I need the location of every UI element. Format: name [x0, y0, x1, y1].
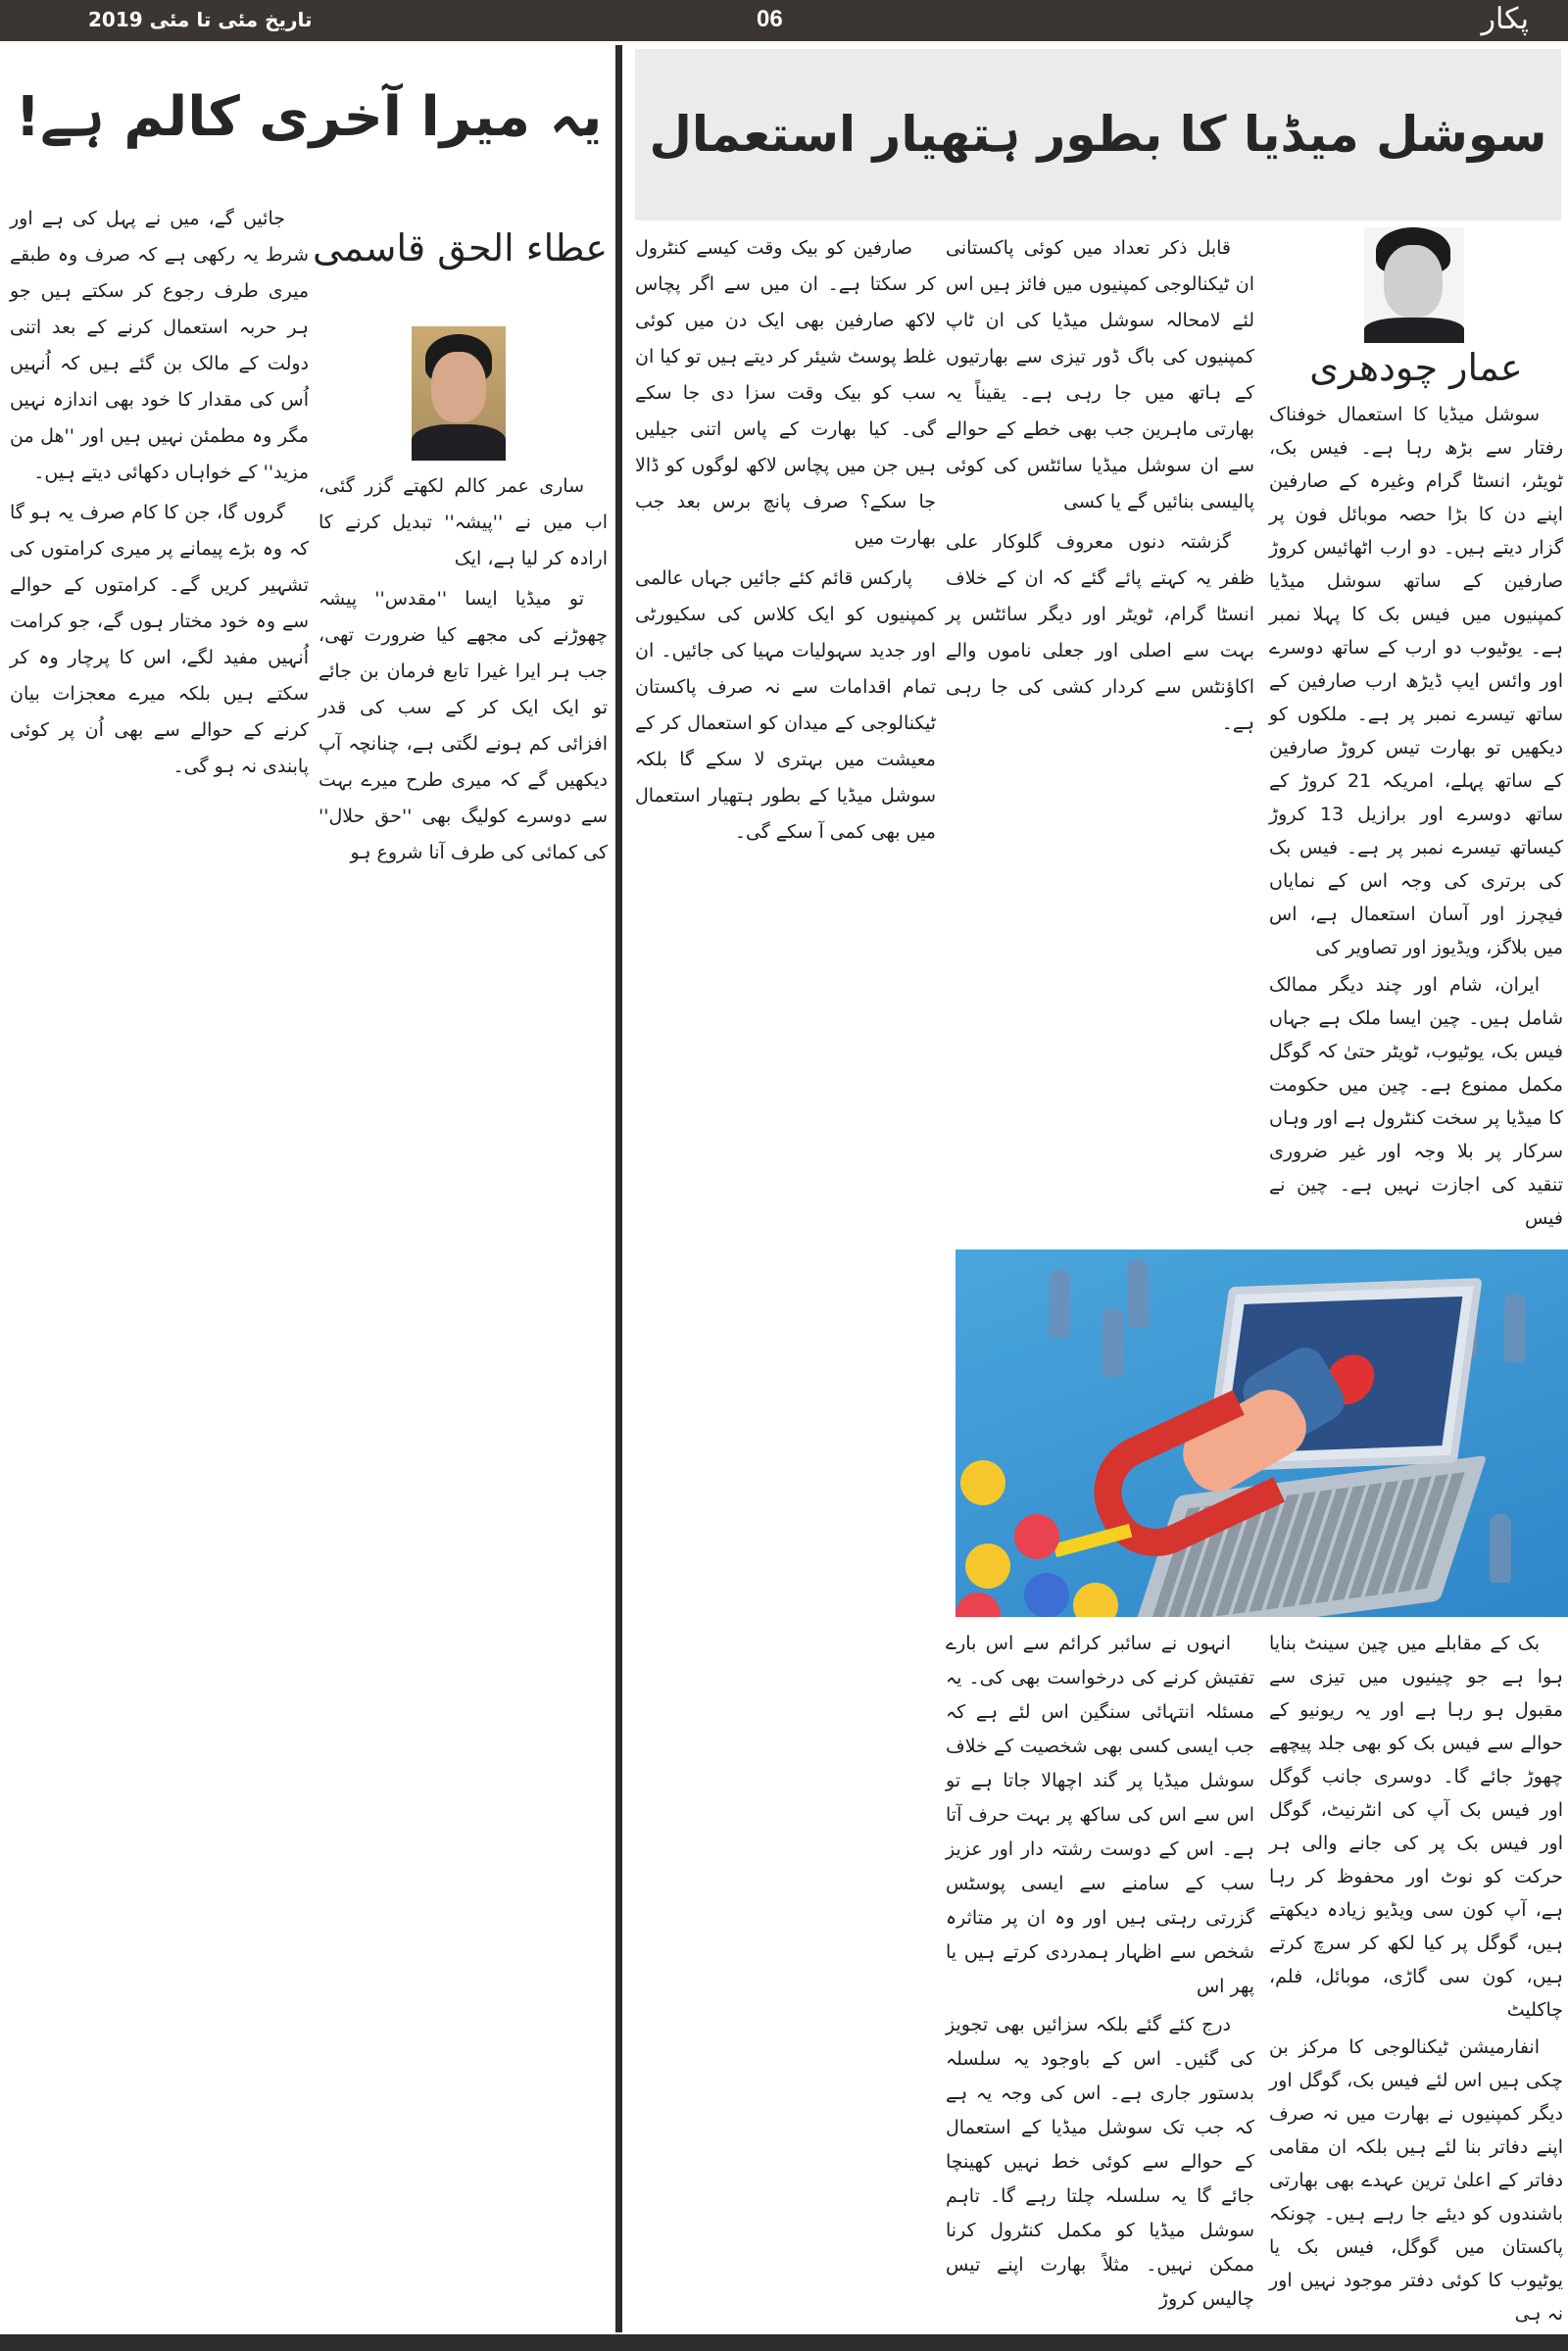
- social-media-illustration: [956, 1249, 1568, 1617]
- paragraph: ایران، شام اور چند دیگر ممالک شامل ہیں۔ چین ایسا ملک ہے جہاں فیس بک، یوٹیوب، ٹویٹر حتیٰ کہ گوگل مکمل ممنوع ہے۔ چین میں حکومت کا میڈیا پر سخت کنٹرول ہے اور وہاں سرکار پر بلا وجہ اور غیر ضروری تنقید کی اجازت نہیں ہے۔ چین نے فیس: [1269, 974, 1563, 1229]
- heart-icon: [956, 1592, 1001, 1617]
- emoji-icon: [1073, 1583, 1118, 1617]
- newspaper-logo: پکار: [1481, 2, 1529, 36]
- right-article-headline: سوشل میڈیا کا بطور ہتھیار استعمال: [649, 106, 1547, 163]
- left-article-column-1: [10, 201, 309, 2327]
- footer-bar: [0, 2334, 1568, 2351]
- paragraph: انہوں نے سائبر کرائم سے اس بارے تفتیش کرنے کی درخواست بھی کی۔ یہ مسئلہ انتہائی سنگین اس لئے ہے کہ جب ایسی کسی بھی شخصیت کے خلاف سوشل میڈیا پر گند اچھالا جاتا ہے تو اس سے اس کی ساکھ پر بہت حرف آتا ہے۔ اس کے دوست رشتہ دار اور عزیز سب کے سامنے سے ایسی پوسٹس گزرتی رہتی ہیں اور وہ ان پر متاثرہ شخص سے اظہار ہمدردی کرتے ہیں یا پھر اس: [946, 1633, 1254, 1997]
- left-article-author: عطاء الحق قاسمی: [312, 226, 608, 269]
- smile-emoji-icon: [965, 1543, 1010, 1589]
- paragraph: گروں گا، جن کا کام صرف یہ ہو گا کہ وہ بڑے پیمانے پر میری کرامتوں کی تشہیر کریں گے۔ کرامتوں کے حوالے سے وہ خود مختار ہوں گے، جو کرامت اُنہیں مفید لگے، اس کا پرچار وہ کر سکتے ہیں بلکہ میرے معجزات بیان کرنے کے حوالے سے بھی اُن پر کوئی پابندی نہ ہو گی۔: [10, 502, 309, 777]
- paragraph: درج کئے گئے بلکہ سزائیں بھی تجویز کی گئیں۔ اس کے باوجود یہ سلسلہ بدستور جاری ہے۔ اس کی وجہ یہ ہے کہ جب تک سوشل میڈیا کے استعمال کے حوالے سے کوئی خط نہیں کھینچا جائے گا یہ سلسلہ چلتا رہے گا۔ تاہم سوشل میڈیا کو مکمل کنٹرول کرنا ممکن نہیں۔ مثلاً بھارت اپنے تیس چالیس کروڑ: [946, 2014, 1254, 2310]
- heart-icon: [1014, 1514, 1059, 1559]
- paragraph: تو میڈیا ایسا ''مقدس'' پیشہ چھوڑنے کی مجھے کیا ضرورت تھی، جب ہر ایرا غیرا تابع فرمان بن جائے تو ایک ایک کر کے سب کی قدر افزائی کم ہونے لگتی ہے، چنانچہ آپ دیکھیں گے کہ میری طرح میرے بہت سے دوسرے کولیگ بھی ''حق حلال'' کی کمائی کی طرف آنا شروع ہو: [318, 588, 608, 863]
- paragraph: بک کے مقابلے میں چین سینٹ بنایا ہوا ہے جو چینیوں میں تیزی سے مقبول ہو رہا ہے اور یہ ریونیو کے حوالے سے فیس بک کو بھی جلد پیچھے چھوڑ جائے گا۔ دوسری جانب گوگل اور فیس بک آپ کی انٹرنیٹ، گوگل اور فیس بک پر کی جانے والی ہر حرکت کو نوٹ اور محفوظ کر رہا ہے، آپ کون سی ویڈیو زیادہ دیکھتے ہیں، گوگل پر کیا لکھ کر سرچ کرتے ہیں، کون سی گاڑی، موبائل، فلم، چاکلیٹ: [1269, 1633, 1563, 2021]
- paragraph: سوشل میڈیا کا استعمال خوفناک رفتار سے بڑھ رہا ہے۔ فیس بک، ٹویٹر، انسٹا گرام وغیرہ کے صارفین اپنے دن کا بڑا حصہ موبائل فون پر گزار دیتے ہیں۔ دو ارب اٹھائیس کروڑ صارفین کے ساتھ سوشل میڈیا کمپنیوں میں فیس بک کا پہلا نمبر ہے۔ یوٹیوب دو ارب کے ساتھ دوسرے اور وائس ایپ ڈیڑھ ارب صارفین کے ساتھ تیسرے نمبر پر ہے۔ ملکوں کو دیکھیں تو بھارت تیس کروڑ صارفین کے ساتھ پہلے، امریکہ 21 کروڑ کے ساتھ دوسرے اور برازیل 13 کروڑ کیساتھ تیسرے نمبر پر ہے۔ فیس بک کی برتری کی وجہ اس کے نمایاں فیچرز اور آسان استعمال ہے، اس میں بلاگز، ویڈیوز اور تصاویر کی: [1269, 404, 1564, 958]
- laughing-emoji-icon: [960, 1460, 1005, 1505]
- masthead-bar: [0, 0, 1568, 41]
- right-article-column-1: [635, 230, 936, 2327]
- right-article-author: عمار چودھری: [1309, 346, 1523, 389]
- paragraph: صارفین کو بیک وقت کیسے کنٹرول کر سکتا ہے۔ ان میں سے اگر پچاس لاکھ صارفین بھی ایک دن میں کوئی غلط پوسٹ شیئر کر دیتے ہیں تو کیا ان سب کو بیک وقت سزا دی جا سکے گی۔ کیا بھارت کے پاس اتنی جیلیں ہیں جن میں پچاس لاکھ لوگوں کو ڈالا جا سکے؟ صرف پانچ برس بعد جب بھارت میں: [635, 237, 936, 549]
- like-icon: [1024, 1573, 1069, 1617]
- left-article-headline: یہ میرا آخری کالم ہے!: [15, 85, 603, 149]
- author-photo-chaudhry: [1364, 227, 1464, 343]
- paragraph: قابل ذکر تعداد میں کوئی پاکستانی ان ٹیکنالوجی کمپنیوں میں فائز ہیں اس لئے لامحالہ سوشل میڈیا کی ان ٹاپ کمپنیوں کی باگ ڈور تیزی سے بھارتیوں کے ہاتھ میں جا رہی ہے۔ یقیناً یہ بھارتی ماہرین جب بھی خطے کے حوالے سے ان سوشل میڈیا سائٹس کی کوئی پالیسی بنائیں گے یا کسی: [946, 237, 1254, 513]
- paragraph: پارکس قائم کئے جائیں جہاں عالمی کمپنیوں کو ایک کلاس کی سکیورٹی اور جدید سہولیات مہیا کی جائیں۔ ان تمام اقدامات سے نہ صرف پاکستان ٹیکنالوجی کے میدان کو استعمال کر کے معیشت میں بہتری لا سکے گا بلکہ سوشل میڈیا کے بطور ہتھیار استعمال میں بھی کمی آ سکے گی۔: [635, 567, 936, 843]
- page-number: 06: [757, 6, 783, 32]
- author-photo-qasmi: [412, 326, 506, 461]
- right-article-headline-box: [635, 49, 1561, 220]
- issue-date: تاریخ مئی تا مئی 2019: [88, 8, 313, 31]
- paragraph: ساری عمر کالم لکھتے گزر گئی، اب میں نے ''پیشہ'' تبدیل کرنے کا ارادہ کر لیا ہے، ایک: [318, 475, 608, 569]
- column-divider: [615, 45, 622, 2332]
- left-article-column-2: [318, 468, 608, 2330]
- right-article-column-3-continued: [1269, 1627, 1563, 2330]
- right-article-column-2-continued: [946, 1627, 1254, 2330]
- right-article-column-3: [1269, 398, 1563, 1243]
- right-article-column-2: [946, 230, 1254, 1243]
- paragraph: جائیں گے، میں نے پہل کی ہے اور شرط یہ رکھی ہے کہ صرف وہ طبقے میری طرف رجوع کر سکتے ہیں جو ہر حربہ استعمال کرنے کے بعد اتنی دولت کے مالک بن گئے ہیں کہ اُنہیں اُس کی مقدار کا خود بھی اندازہ نہیں مگر وہ مطمئن نہیں ہیں اور ''ھل من مزید'' کے خواہاں دکھائی دیتے ہیں۔: [10, 208, 309, 483]
- paragraph: انفارمیشن ٹیکنالوجی کا مرکز بن چکی ہیں اس لئے فیس بک، گوگل اور دیگر کمپنیوں نے بھارت میں نہ صرف اپنے دفاتر بنا لئے ہیں بلکہ ان مقامی دفاتر کے اعلیٰ ترین عہدے بھی بھارتی باشندوں کو دیئے جا رہے ہیں۔ چونکہ پاکستان میں گوگل، فیس بک یا یوٹیوب کا کوئی دفتر موجود نہیں اور نہ ہی: [1269, 2036, 1563, 2325]
- paragraph: گزشتہ دنوں معروف گلوکار علی ظفر یہ کہتے پائے گئے کہ ان کے خلاف انسٹا گرام، ٹویٹر اور دیگر سائٹس پر بہت سے اصلی اور جعلی ناموں والے اکاؤنٹس سے کردار کشی کی جا رہی ہے۔: [946, 531, 1254, 734]
